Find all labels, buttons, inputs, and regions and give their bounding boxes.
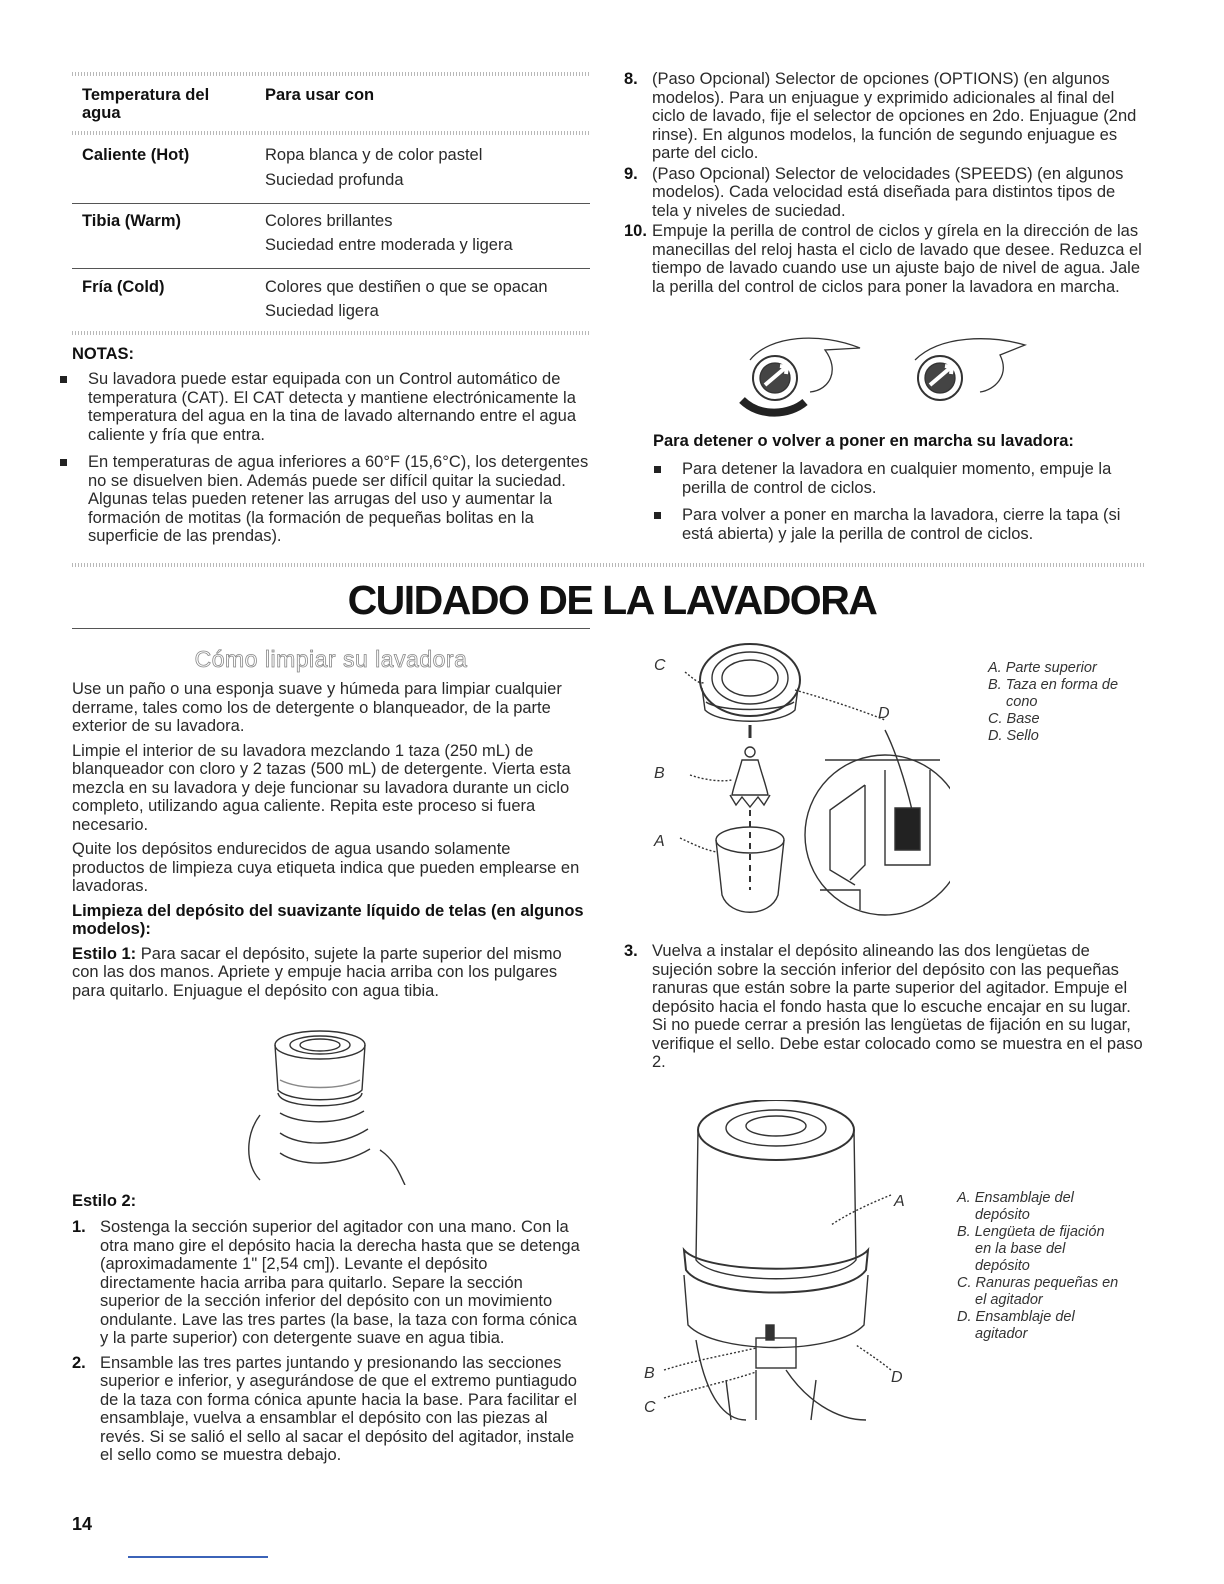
step-3 [624, 942, 1144, 1072]
list-item [652, 460, 1144, 497]
caption-line: depósito [975, 1258, 1030, 1274]
table-row-use: Suciedad entre moderada y ligera [265, 236, 513, 254]
caption-line: depósito [975, 1207, 1030, 1223]
step-number: 9. [624, 164, 638, 183]
estilo1-label: Estilo 1: [72, 944, 137, 963]
list-item [58, 453, 590, 546]
caption-line: cono [1006, 694, 1038, 710]
step-number: 1. [72, 1218, 86, 1236]
steps-left [72, 1218, 587, 1465]
notes-title: NOTAS: [72, 345, 135, 363]
estilo2-label: Estilo 2: [72, 1192, 137, 1210]
footer-blue-line [128, 1556, 268, 1558]
paragraph: Use un paño o una esponja suave y húmeda para limpiar cualquier derrame, tales como los de detergente o blanqueador, de la parte exterior de su lavadora. [72, 680, 562, 735]
step-text: Sostenga la sección superior del agitador con una mano. Con la otra mano gire el depósito hacia la derecha hasta que se detenga (aproximadamente 1" [2,54 cm]). Levante el depósito directamente hacia arriba para quitarlo. Separe la sección superior de la sección inferior del depósito con un movimiento ondulante. Lave las tres partes (la base, la taza con forma cónica y la parte superior) con detergente suave en agua tibia. [100, 1218, 580, 1347]
list-item [652, 506, 1144, 543]
note-text: Su lavadora puede estar equipada con un Control automático de temperatura (CAT). El CAT detecta y mantiene electrónicamente la temperatura del agua en la tina de lavado alternando entre el agua caliente y fría que entra. [88, 370, 577, 444]
table-top-rule [72, 72, 590, 76]
bullet-icon [60, 376, 67, 383]
label-a: A [894, 1193, 905, 1210]
list-item [72, 1218, 587, 1348]
list-item [624, 222, 1144, 296]
label-b: B [654, 765, 665, 782]
pull-knob-hand-icon [915, 339, 1025, 400]
stop-text: Para detener la lavadora en cualquier momento, empuje la perilla de control de ciclos. [682, 460, 1112, 497]
caption-line: B. Taza en forma de [988, 677, 1119, 693]
page-number: 14 [72, 1514, 93, 1534]
bullet-icon [654, 466, 661, 473]
table-row-temp: Tibia (Warm) [82, 212, 182, 230]
table-header-rule [72, 131, 590, 135]
list-item [624, 70, 1144, 163]
step-text: (Paso Opcional) Selector de velocidades (SPEEDS) (en algunos modelos). Cada velocidad está diseñada para distintos tipos de tela y niveles de suciedad. [652, 164, 1124, 220]
estilo1-paragraph [72, 945, 587, 1001]
step-number: 10. [624, 222, 647, 240]
control-knob-illustration [730, 330, 1050, 420]
section-title: CUIDADO DE LA LAVADORA [347, 577, 877, 623]
caption-line: el agitador [975, 1292, 1043, 1308]
stop-text: Para volver a poner en marcha la lavadora, cierre la tapa (si está abierta) y jale la perilla de control de ciclos. [682, 506, 1121, 543]
caption-line: agitador [975, 1326, 1028, 1342]
list-item [624, 942, 1144, 1072]
label-c: C [654, 657, 666, 674]
label-b: B [644, 1365, 655, 1382]
dispenser-parts-illustration [650, 640, 950, 930]
table-row-temp: Caliente (Hot) [82, 146, 190, 164]
step-number: 8. [624, 70, 638, 88]
bullet-icon [60, 459, 67, 466]
push-knob-hand-icon [742, 338, 860, 413]
table-row-divider [72, 203, 590, 204]
dispenser-style1-illustration [240, 1015, 420, 1185]
stop-list [652, 460, 1144, 552]
step-text: (Paso Opcional) Selector de opciones (OPTIONS) (en algunos modelos). Para un enjuague y exprimido adicionales al final del ciclo de lavado, fije el selector de opciones en 2do. Enjuague (2nd rinse). En algunos modelos, la función de segundo enjuague es parte del ciclo. [652, 70, 1137, 162]
list-item [624, 165, 1144, 221]
table-header-temp: Temperatura del agua [82, 86, 210, 122]
table-row-use: Colores brillantes [265, 212, 393, 230]
table-row-temp: Fría (Cold) [82, 278, 165, 296]
note-text: En temperaturas de agua inferiores a 60°F (15,6°C), los detergentes no se disuelven bien. Además puede ser difícil quitar la suciedad. Algunas telas pueden retener las arrugas del uso y aumentar la formación de motitas (la formación de pequeñas bolitas en la superficie de las prendas). [88, 453, 589, 545]
table-header-use: Para usar con [265, 86, 375, 104]
step-text: Empuje la perilla de control de ciclos y gírela en la dirección de las manecillas del reloj hasta el ciclo de lavado que desee. Reduzca el tiempo de lavado cuando use un ajuste bajo de nivel de agua. Jale la perilla del control de ciclos para poner la lavadora en marcha. [652, 222, 1142, 296]
label-d: D [878, 705, 890, 722]
table-row-divider [72, 268, 590, 269]
steps-top [624, 70, 1144, 296]
table-row-use: Colores que destiñen o que se opacan [265, 278, 548, 296]
dispenser-heading: Limpieza del depósito del suavizante líquido de telas (en algunos modelos): [72, 901, 584, 938]
step-text: Vuelva a instalar el depósito alineando las dos lengüetas de sujeción sobre la sección inferior del depósito con las pequeñas ranuras que están sobre la parte superior del agitador. Empuje el depósito hacia el fondo hasta que lo escuche encajar en su lugar. Si no puede cerrar a presión las lengüetas de fijación en su lugar, verifique el sello. Debe estar colocado como se muestra en el paso 2. [652, 942, 1143, 1071]
table-row-use: Suciedad ligera [265, 302, 379, 320]
section-divider [72, 563, 1144, 567]
caption-line: D. Ensamblaje del [957, 1309, 1075, 1325]
caption-line: C. Base [988, 711, 1040, 727]
caption-line: A. Parte superior [988, 660, 1097, 676]
table-row-use: Ropa blanca y de color pastel [265, 146, 483, 164]
table-row-use: Suciedad profunda [265, 171, 404, 189]
subsection-rule [72, 628, 590, 629]
table-bottom-rule [72, 331, 590, 335]
bullet-icon [654, 512, 661, 519]
notes-list [58, 370, 590, 555]
caption-line: C. Ranuras pequeñas en [957, 1275, 1119, 1291]
label-c: C [644, 1399, 656, 1416]
list-item [58, 370, 590, 444]
label-d: D [891, 1369, 903, 1386]
caption-line: B. Lengüeta de fijación [957, 1224, 1105, 1240]
step-text: Ensamble las tres partes juntando y presionando las secciones superior e inferior, y asegurándose de que el extremo puntiagudo de la taza con forma cónica apunte hacia la base. Para facilitar el ensamblaje, vuelva a ensamblar el depósito con las piezas al revés. Si se salió el sello al sacar el depósito del agitador, instale el sello como se muestra debajo. [100, 1353, 577, 1464]
fig1-caption [988, 660, 1138, 745]
label-a: A [654, 833, 665, 850]
subsection-title: Cómo limpiar su lavadora [194, 646, 468, 672]
estilo1-text: Para sacar el depósito, sujete la parte superior del mismo con las dos manos. Apriete y empuje hacia arriba con los pulgares para quitarlo. Enjuague el depósito con agua tibia. [72, 944, 562, 1000]
caption-line: en la base del [975, 1241, 1066, 1257]
step-number: 3. [624, 942, 638, 960]
paragraph: Quite los depósitos endurecidos de agua usando solamente productos de limpieza cuya etiqueta indica que pueden emplearse en lavadoras. [72, 840, 580, 895]
caption-line: D. Sello [988, 728, 1039, 744]
paragraph: Limpie el interior de su lavadora mezclando 1 taza (250 mL) de blanqueador con cloro y 2 tazas (500 mL) de detergente. Vierta esta mezcla en su lavadora y deje funcionar su lavadora durante un ciclo completo, utilizando agua caliente. Repita este proceso si fuera necesario. [72, 741, 571, 834]
caption-line: A. Ensamblaje del [957, 1190, 1074, 1206]
fig2-caption [957, 1190, 1137, 1343]
list-item [72, 1354, 587, 1465]
step-number: 2. [72, 1353, 86, 1372]
clean-body [72, 680, 587, 1000]
stop-title: Para detener o volver a poner en marcha su lavadora: [653, 432, 1074, 450]
dispenser-assembly-illustration [636, 1100, 936, 1430]
